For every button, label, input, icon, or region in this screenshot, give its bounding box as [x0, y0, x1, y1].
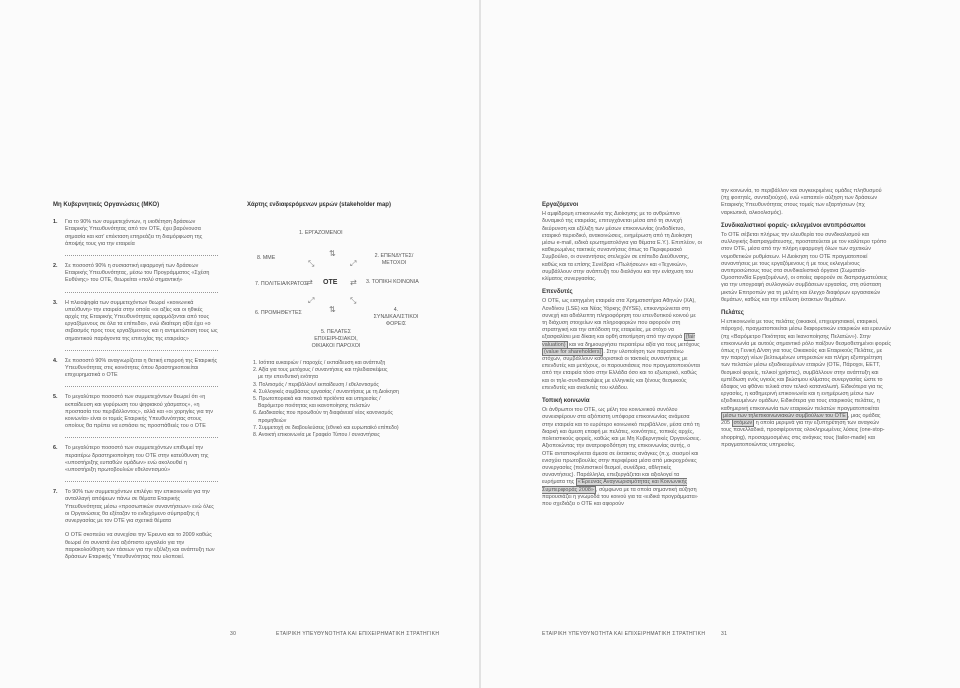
text-segment: και να δημιουργήσει περαιτέρω αξία για τους μετόχους	[567, 341, 700, 348]
node-unions: 4. ΣΥΝΔΙΚΑΛΙΣΤΙΚΟΙ ΦΟΡΕΙΣ	[373, 307, 419, 327]
footer-title-right: ΕΤΑΙΡΙΚΗ ΥΠΕΥΘΥΝΟΤΗΤΑ ΚΑΙ ΕΠΙΧΕΙΡΗΜΑΤΙΚΗ ΣΤΡΑΤΗΓΙΚΗ	[542, 631, 706, 637]
unions-paragraph: Το ΟΤΕ σέβεται πλήρως την ελευθερία του συνδικαλισμού και συλλογικής διαπραγμάτευσης, προστατεύεται με τον καλύτερο τρόπο στον ΟΤΕ, μέσα από την πλήρη εφαρμογή όλων των σχετικών νομοθετικών ρυθμίσεων. Η Διοίκηση του ΟΤΕ πραγματοποιεί συναντήσεις με τους εργαζόμενους ή με τους εκλεγμένους αντιπροσώπους τους στα συνδικαλιστικά όργανα (Σωματεία-Ομοσπονδία Εργαζομένων), οι οποίες αφορούν σε διαπραγματεύσεις για την υπογραφή συλλογικών συμβάσεων εργασίας, στη σύσταση μικτών Επιτροπών για τη μελέτη και έλεγχο διαφόρων εργασιακών θεμάτων, καθώς και την επίλυση έκτακτων θεμάτων.	[721, 232, 888, 303]
node-suppliers: 6. ΠΡΟΜΗΘΕΥΤΕΣ	[255, 310, 302, 316]
arrow-horizontal-icon: ⇄	[306, 278, 313, 287]
finding-number: 1.	[53, 219, 58, 226]
finding-number: 4.	[53, 357, 58, 364]
text-segment: . Στην υλοποίηση των παραπάνω στόχων, συμβάλλουν καθοριστικά οι τακτικές συναντήσεις με επενδυτές και μετόχους, οι παρουσιάσεις που πραγματοποιούνται από την εταιρεία τόσο στην Ελλάδα όσο και το εξωτερικό, καθώς και οι τηλε-συνδιασκέψεις με ελληνικές και ξένους θεσμικούς επενδυτές και αναλυτές του κλάδου.	[542, 348, 701, 391]
finding-text: Το μεγαλύτερο ποσοστό των συμμετεχόντων επιθυμεί την περαιτέρω δραστηριοποίηση του ΟΤΕ στην κατεύθυνση της «υποστήριξης ευπαθών ομάδων» ενώ ακολουθεί η «υποστήριξη πρωτοβουλιών εθελοντισμού»	[65, 445, 209, 474]
arrow-diagonal-icon: ⤢	[308, 296, 315, 305]
finding-text: Η πλειοψηφία των συμμετεχόντων θεωρεί «κοινωνικά υπεύθυνη» την εταιρεία στην οποία «οι αξίες και οι ηθικές αρχές της Εταιρικής Υπευθυνότητας εφαρμόζονται από τους εργαζόμενους σε όλα τα επίπεδα», ενώ ιδιαίτερη αξία έχει «ο σεβασμός προς τους εργαζόμενους και η αντιμετώπιση τους ως σημαντικού παράγοντα της επιτυχίας της εταιρείας»	[65, 299, 218, 342]
ngo-findings-column	[53, 202, 218, 561]
employees-paragraph: Η αμφίδρομη επικοινωνία της Διοίκησης με το ανθρώπινο δυναμικό της εταιρείας, επιτυγχάνεται μέσα από τη συνεχή διεύρυνση και εξέλιξη των μέσων επικοινωνίας (ενδοδίκτυο, εταιρικό περιοδικό, ανακοινώσεις, ενημέρωση από τη Διοίκηση μέσω e-mail, ειδικά ερωτηματολόγια για θέματα Ε.Υ.). Επιπλέον, οι καθιερωμένες τακτικές συναντήσεις όπως το Περιφερειακό Συμβούλιο, οι συναντήσεις στελεχών σε επίπεδο Διεύθυνσης, καθώς και τα επίσης Συνέδρια «Πωλήσεων» και «Τεχνικών», συμβάλλουν στην ανάπτυξη του διαλόγου και την ενίσχυση του κλίματος συνεργασίας.	[542, 211, 702, 283]
arrow-diagonal-icon: ⤡	[308, 259, 315, 268]
node-customers: 5. ΠΕΛΑΤΕΣ ΕΠΙΧΕΙΡΗΣΙΑΚΟΙ, ΟΙΚΙΑΚΟΙ ΠΑΡΟΧΟΙ	[311, 329, 361, 349]
customers-heading: Πελάτες	[721, 310, 744, 317]
right-column-1	[542, 202, 702, 514]
legend-line: 3. Πολιτισμός / περιβάλλον/ εκπαίδευση / εθελοντισμός	[253, 381, 379, 388]
legend-line: 5. Πρωτοποριακά και ποιοτικά προϊόντα και υπηρεσίες /	[253, 396, 381, 403]
text-segment: Οι άνθρωποι του ΟΤΕ, ως μέλη του κοινωνικού συνόλου συνεισφέρουν στα αξιόπιστη υπόφορα επικοινωνίας ανάμεσα στην εταιρεία και το ευρύτερο κοινωνικό περιβάλλον, μέσα από τη διαρκή και άμεση επαφή με πελάτες, κοινότητες, τοπικές αρχές, πολιτιστικούς φορείς, καθώς και με Μη Κυβερνητικές Οργανώσεις. Αξιοποιώντας την ανατροφοδότηση της επικοινωνίας αυτής, ο ΟΤΕ ανταποκρίνεται άμεσα σε έκτακτες ανάγκες (π.χ. σεισμοί και ενισχύει πρωτοβουλίες στην περιφέρεια μέσα από μακροχρόνιες συνεργασίες (πολιτιστικοί θεσμοί, συνέδρια, αθλητικές συναντήσεις). Παράλληλα, επεξεργάζεται και αξιολογεί τα ευρήματα της	[542, 407, 701, 486]
legend-line: 8. Ανοικτή επικοινωνία με Γραφείο Τύπου / συναντήσεις	[253, 432, 380, 439]
text-segment: Η επικοινωνία με τους πελάτες (οικιακοί, επιχειρησιακοί, εταιρικοί, πάροχοι), πραγματοποιείται μέσω διαφορετικών εταιρικών και ερευνών (πχ «Βαρόμετρο Ποιότητας και Ικανοποίησης Πελατών»). Στην επικοινωνία με αυτούς σημαντικό ρόλο παίζουν θεσμοθετημένοι φορείς όπως η Γενική Δ/νση για τους Οικιακούς και Εταιρικούς Πελάτες, με την παροχή νέων βελτιωμένων υπηρεσιών και πλήρη εξυπηρέτηση των πελατών μέσω εξειδικευμένων εταιρών (ΟΤΕ, Πάροχοι, ΕΕΤΤ, θεσμικοί φορείς, τελικοί χρήστες), συμβάλλουν στην ανάπτυξη και εμπέδωση ενός υγιούς και βιώσιμου κλίματος συνεργασίας ώστε το έδαφος να φθάνει τελικά στον τελικό καταναλωτή. Ειδικότερα για τις εργασίες, η καθημερινή επικοινωνία και η ενημέρωση μέσω των εξειδικευμένων ομάδων, Ειδικότερα για τους εταιρικούς πελάτες, η καθημερινή επικοινωνία των εταιρικών πελατών πραγματοποιείται	[721, 319, 891, 412]
finding-2	[53, 263, 218, 285]
dotted-divider	[65, 292, 218, 293]
investors-paragraph	[542, 298, 702, 392]
legend-line: 4. Συλλογικές συμβάσεις εργασίας / συναντήσεις με τη Διοίκηση	[253, 388, 399, 395]
finding-7	[53, 489, 218, 525]
text-segment: Ο ΟΤΕ, ως εισηγμένη εταιρεία στα Χρηματιστήρια Αθηνών (ΧΑ), Λονδίνου (LSE) και Νέας Υόρκης (NYSE), επικεντρώνεται στη συνεχή και αδιάλειπτη πληροφόρηση του επενδυτικού κοινού με τη διάχυση στοιχείων και πληροφοριών που αφορούν στη στρατηγική και την απόδοση της εταιρείας, με στόχο να εξασφαλίσει μια δίκαιη και ορθή αποτίμηση από την αγορά	[542, 298, 696, 341]
highlight-stomon: στόμων	[733, 420, 753, 427]
investors-heading: Επενδυτές	[542, 289, 573, 296]
node-local-community: 3. ΤΟΠΙΚΗ ΚΟΙΝΩΝΙΑ	[366, 279, 419, 285]
highlight-telecom-advisors: μέσω των τηλεπικοινωνιακών συμβούλων του ΟΤΕ	[723, 412, 846, 419]
stakeholder-legend	[253, 360, 443, 439]
finding-text: Το 90% των συμμετεχόντων επιλέγει την επικοινωνία για την ανταλλαγή απόψεων πάνω σε θέματα Εταιρικής Υπευθυνότητας μέσω «προσωπικών συναντήσεων» ενώ όλες οι Οργανώσεις θα εξέταζαν το ενδεχόμενο σύμπραξης ή συνεργασίας με τον ΟΤΕ για σχετικά θέματα	[65, 489, 214, 525]
dotted-divider	[65, 350, 218, 351]
highlight-survey-title: «Έρευνας Αναγνωρισιμότητας και Κοινωνικής Συμπεριφοράς 2008»	[542, 479, 688, 493]
highlight-value-for-shareholders: (value for shareholders)	[544, 348, 602, 355]
finding-1	[53, 219, 218, 248]
dotted-divider	[65, 386, 218, 387]
legend-line: 6. Διαδικασίες που προωθούν τη διαφάνεια/ νέος κανονισμός	[253, 410, 393, 417]
finding-number: 5.	[53, 394, 58, 401]
finding-5	[53, 394, 218, 430]
right-column-2	[721, 188, 891, 455]
stakeholder-map	[247, 222, 422, 362]
dotted-divider	[65, 255, 218, 256]
legend-line: προμηθειών	[258, 417, 287, 424]
arrow-down-icon: ⇅	[329, 305, 336, 314]
finding-number: 3.	[53, 299, 58, 306]
footer-title-left: ΕΤΑΙΡΙΚΗ ΥΠΕΥΘΥΝΟΤΗΤΑ ΚΑΙ ΕΠΙΧΕΙΡΗΜΑΤΙΚΗ ΣΤΡΑΤΗΓΙΚΗ	[276, 631, 440, 637]
legend-line: Βαρόμετρο ποιότητας και ικανοποίησης πελατών	[258, 403, 370, 410]
text-segment: , σύμφωνα με τα οποία σημαντική αύξηση παρουσιάζει η γνωμοδά του κοινού για τα «ειδικά προγράμματα» που σχεδιάζει ο ΟΤΕ και αφορούν	[542, 486, 698, 507]
legend-line: 1. Ισότιτα ευκαιριών / παροχές / εκπαίδευση και ανάπτυξη	[253, 360, 386, 366]
legend-line: 2. Αξία για τους μετόχους / συναντήσεις και τηλεδιασκέψεις	[253, 367, 388, 374]
customers-paragraph	[721, 319, 891, 449]
ngo-heading: Μη Κυβερνητικές Οργανώσεις (ΜΚΟ)	[53, 202, 160, 208]
center-ote-label: ΟΤΕ	[323, 279, 338, 286]
unions-heading: Συνδικαλιστικοί φορείς- εκλεγμένοι αντιπρόσωποι	[721, 222, 866, 229]
arrow-diagonal-icon: ⤢	[350, 259, 357, 268]
text-segment: , μιας ομάδας 205	[721, 412, 881, 427]
legend-line: με την επενδυτική ενότητα	[258, 374, 318, 381]
node-employees: 1. ΕΡΓΑΖΟΜΕΝΟΙ	[299, 230, 343, 236]
arrow-up-icon: ⇅	[329, 249, 336, 258]
node-media: 8. ΜΜΕ	[257, 255, 276, 261]
node-state: 7. ΠΟΛΙΤΕΙΑ/ΚΡΑΤΟΣ	[255, 281, 308, 287]
highlight-fair-valuation: (fair valuation)	[542, 334, 696, 348]
text-segment: η οποία μεριμνά για την εξυπηρέτηση των αναγκών τους πανελλαδικά, προσφέροντας ολοκληρωμένες λύσεις (one-stop-shopping), προσαρμοσμένες στις ανάγκες τους (tailor-made) και πραγματοποιώντας υπηρεσίες.	[721, 420, 885, 448]
arrow-diagonal-icon: ⤡	[350, 296, 357, 305]
closing-paragraph: Ο ΟΤΕ σκοπεύει να συνεχίσει την Έρευνα και το 2009 καθώς θεωρεί ότι συνιστά ένα αξιόπιστο εργαλείο για την παρακολούθηση των τάσεων για την εξέλιξη και ανάπτυξη των δράσεων Εταιρικής Υπευθυνότητας που υλοποιεί.	[65, 532, 215, 560]
finding-text: Σε ποσοστό 90% η συσιαστική εφαρμογή των δράσεων Εταιρικής Υπευθυνότητας, μέσω του Προγράμματος «Σχέση Ευθύνης» του ΟΤΕ, θεωρείται «πολύ σημαντική»	[65, 263, 210, 284]
finding-number: 7.	[53, 489, 58, 496]
finding-text: Το μεγαλύτερο ποσοστό των συμμετεχόντων θεωρεί ότι «η εκπαίδευση και γεφύρωση του ψηφιακού χάσματος», «η προστασία του περιβάλλοντος», αλλά και «οι χορηγίες για την κοινωνία» είναι οι τομείς Εταιρικής Υπευθυνότητας στους οποίους θα πρέπει να εστιάσει τις προσπάθειές του ο ΟΤΕ	[65, 394, 213, 430]
node-investors: 2. ΕΠΕΝΔΥΤΕΣ/ ΜΕΤΟΧΟΙ	[374, 253, 414, 266]
finding-6	[53, 445, 218, 474]
finding-3	[53, 300, 218, 343]
stakeholder-map-title: Χάρτης ενδιαφερόμενων μερών (stakeholder map)	[247, 202, 391, 208]
finding-text: Για το 90% των συμμετεχόντων, η υιοθέτηση δράσεων Εταιρικής Υπευθυνότητας από τον ΟΤΕ, έχει βαρύνουσα σημασία και κατ’ επέκταση επηρεάζει τη διαμόρφωση της άποψής τους για την εταιρεία	[65, 219, 203, 247]
local-community-paragraph	[542, 407, 702, 508]
legend-line: 7. Συμμετοχή σε διαβουλεύσεις (εθνικό και ευρωπαϊκό επίπεδο)	[253, 424, 399, 431]
employees-heading: Εργαζόμενοι	[542, 202, 579, 208]
finding-number: 2.	[53, 263, 58, 270]
finding-text: Σε ποσοστό 90% αναγνωρίζεται η θετική επιρροή της Εταιρικής Υπευθυνότητας στις κοινότητες όπου δραστηριοποιείται επιχειρηματικά ο ΟΤΕ	[65, 357, 218, 379]
page-number-right: 31	[721, 631, 728, 637]
local-community-heading: Τοπική κοινωνία	[542, 398, 590, 405]
dotted-divider	[65, 481, 218, 482]
page-number-left: 30	[230, 631, 237, 637]
finding-number: 6.	[53, 445, 58, 452]
finding-4	[53, 358, 218, 380]
dotted-divider	[65, 437, 218, 438]
continuation-paragraph: την κοινωνία, το περιβάλλον και συγκεκριμένες ομάδες πληθυσμού (πχ φοιτητές, συνταξιούχοι), ενώ «απαιτεί» αύξηση των δράσεων Εταιρικής Υπευθυνότητας στους τομείς των εξαρτήσεων (πχ ναρκωτικά, αλκοολισμός).	[721, 188, 882, 216]
arrow-horizontal-icon: ⇄	[350, 278, 357, 287]
